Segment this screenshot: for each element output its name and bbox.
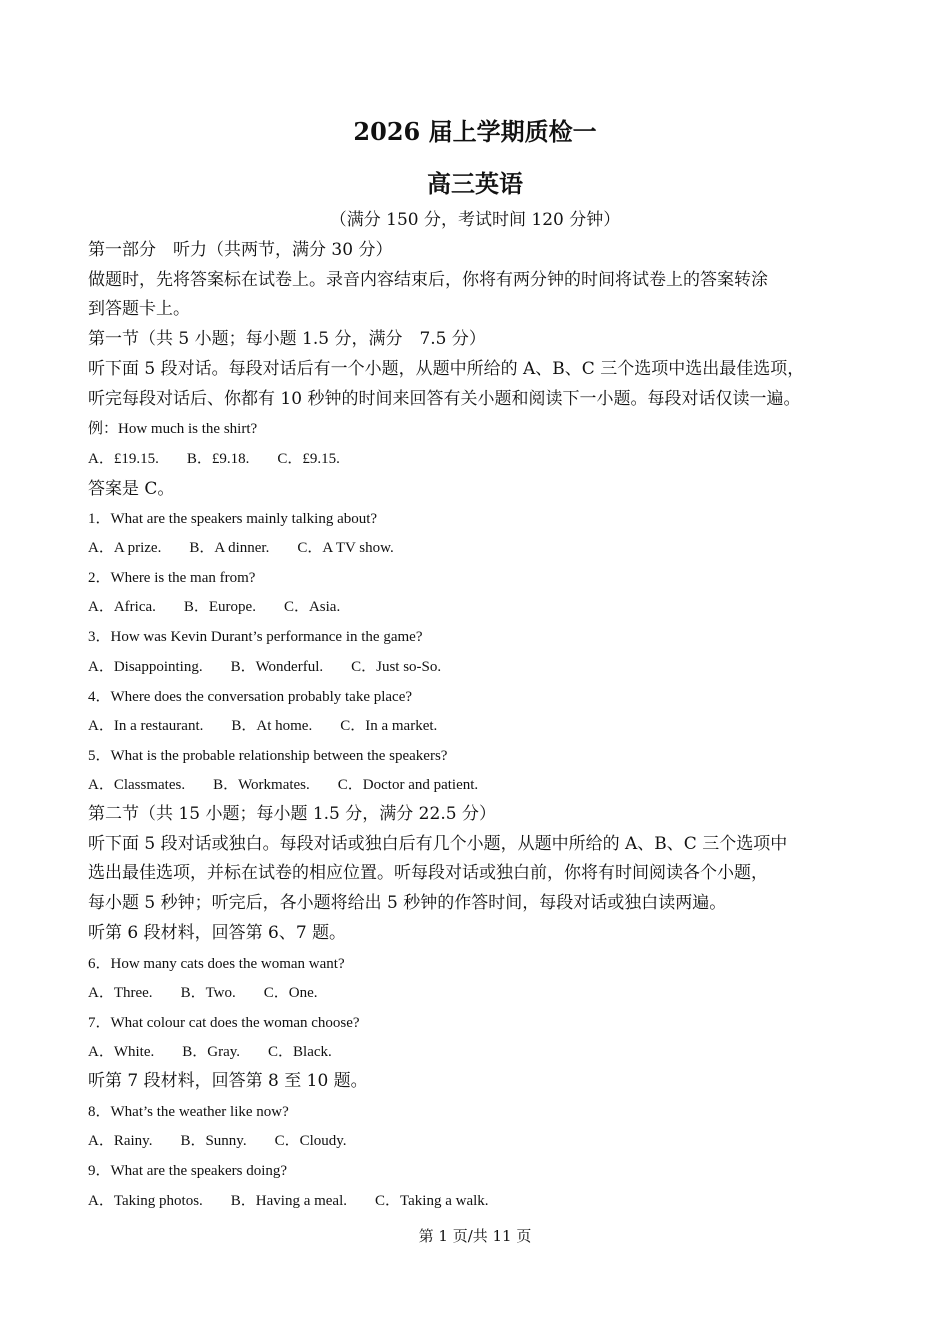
question-6-options [88,981,346,1005]
option-c: C．Taking a walk. [375,1193,489,1209]
question-2-options [88,595,368,619]
option-b: B．At home. [231,718,313,734]
question-1: 1．What are the speakers mainly talking about? [88,511,378,527]
option-c: C．Just so-So. [351,659,442,675]
question-4: 4．Where does the conversation probably take place? [88,689,413,705]
subject-title: 高三英语 [427,169,523,198]
example-question: 例：How much is the shirt? [88,421,258,437]
option-a: A．Africa. [88,599,156,615]
question-3-options [88,655,469,679]
question-1-options [88,536,422,560]
option-b: B．Wonderful. [230,659,324,675]
option-c: C．One. [263,985,318,1001]
option-a: A．A prize. [88,540,162,556]
option-a: A．£19.15. [88,451,159,467]
option-a: A．In a restaurant. [88,718,204,734]
page-footer: 第 1 页/共 11 页 [418,1227,532,1245]
option-c: C．Cloudy. [274,1133,347,1149]
option-a: A．Rainy. [88,1133,153,1149]
example-answer: 答案是 C。 [88,479,175,499]
option-a: A．Taking photos. [88,1193,203,1209]
option-b: B．Gray. [182,1044,241,1060]
option-a: A．Classmates. [88,777,186,793]
option-c: C．Black. [268,1044,332,1060]
option-c: C．£9.15. [277,451,340,467]
option-c: C．In a market. [340,718,438,734]
option-b: B．£9.18. [186,451,250,467]
section1-instr-line2: 听完每段对话后、你都有 10 秒钟的时间来回答有关小题和阅读下一小题。每段对话仅读一遍。 [88,389,801,409]
question-4-options [88,714,465,738]
question-9: 9．What are the speakers doing? [88,1163,288,1179]
question-6: 6．How many cats does the woman want? [88,956,345,972]
option-c: C．Doctor and patient. [337,777,479,793]
option-b: B．Having a meal. [230,1193,348,1209]
option-a: A．White. [88,1044,155,1060]
option-b: B．A dinner. [189,540,270,556]
option-a: A．Disappointing. [88,659,203,675]
option-a: A．Three. [88,985,153,1001]
question-2: 2．Where is the man from? [88,570,256,586]
section2-instr-line1: 听下面 5 段对话或独白。每段对话或独白后有几个小题，从题中所给的 A、B、C 三个选项中 [88,834,788,854]
option-b: B．Two. [180,985,236,1001]
question-9-options [88,1189,517,1213]
option-b: B．Europe. [183,599,256,615]
material-7-heading: 听第 7 段材料，回答第 8 至 10 题。 [88,1071,368,1091]
question-7-options [88,1040,360,1064]
example-options [88,447,368,471]
question-8-options [88,1129,375,1153]
section2-heading: 第二节（共 15 小题；每小题 1.5 分，满分 22.5 分） [88,804,496,824]
exam-info: （满分 150 分，考试时间 120 分钟） [329,210,621,230]
question-3: 3．How was Kevin Durant’s performance in the game? [88,629,423,645]
section2-instr-line2: 选出最佳选项，并标在试卷的相应位置。听每段对话或独白前，你将有时间阅读各个小题， [88,863,768,883]
question-5: 5．What is the probable relationship between the speakers? [88,748,448,764]
question-8: 8．What’s the weather like now? [88,1104,289,1120]
option-c: C．Asia. [283,599,341,615]
section1-instr-line1: 听下面 5 段对话。每段对话后有一个小题，从题中所给的 A、B、C 三个选项中选出最佳选项， [88,359,805,379]
option-b: B．Sunny. [180,1133,247,1149]
part1-intro-line1: 做题时，先将答案标在试卷上。录音内容结束后，你将有两分钟的时间将试卷上的答案转涂 [88,270,768,290]
material-6-heading: 听第 6 段材料，回答第 6、7 题。 [88,923,347,943]
part1-intro-line2: 到答题卡上。 [88,299,190,319]
exam-title: 2026 届上学期质检一 [353,117,597,146]
option-b: B．Workmates. [213,777,310,793]
option-c: C．A TV show. [297,540,394,556]
section1-heading: 第一节（共 5 小题；每小题 1.5 分，满分 7.5 分） [88,329,486,349]
question-5-options [88,773,506,797]
question-7: 7．What colour cat does the woman choose? [88,1015,360,1031]
section2-instr-line3: 每小题 5 秒钟；听完后，各小题将给出 5 秒钟的作答时间，每段对话或独白读两遍。 [88,893,727,913]
part1-heading: 第一部分 听力（共两节，满分 30 分） [88,240,393,260]
